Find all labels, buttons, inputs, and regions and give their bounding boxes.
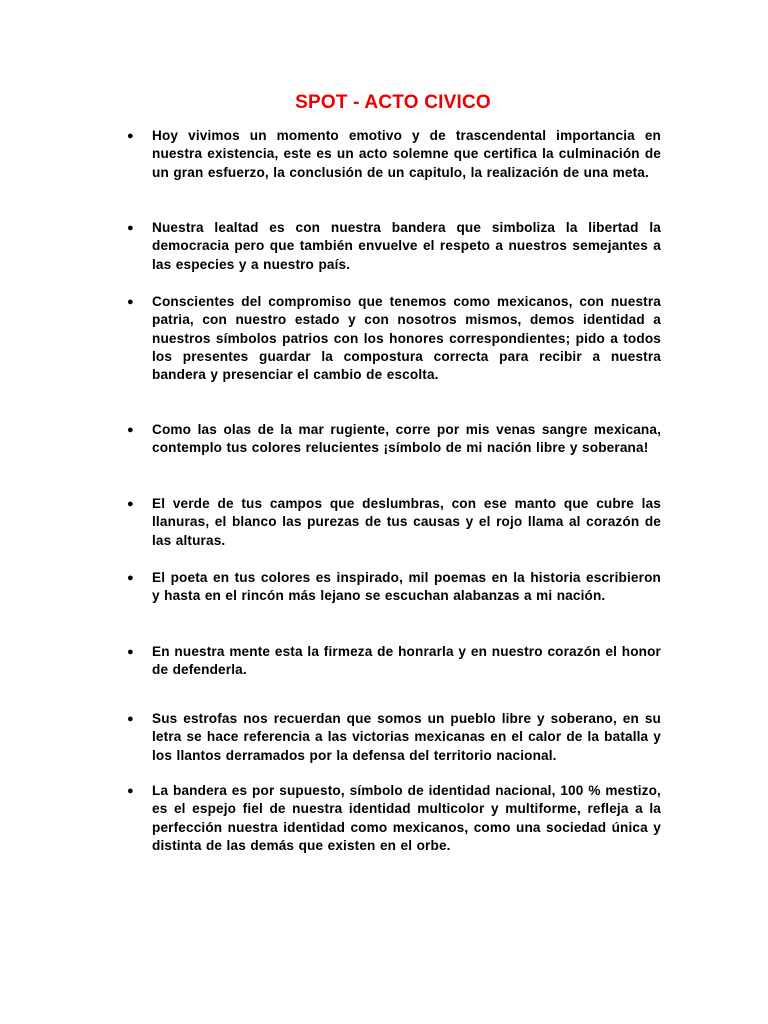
paragraph-text: Como las olas de la mar rugiente, corre por mis venas sangre mexicana, contemplo tus colores relucientes ¡símbolo de mi nación libre y soberana! bbox=[152, 422, 661, 456]
paragraph-text: El verde de tus campos que deslumbras, con ese manto que cubre las llanuras, el blanco las purezas de tus causas y el rojo llama al corazón de las alturas. bbox=[152, 496, 661, 548]
bullet-icon: ● bbox=[127, 296, 134, 308]
bullet-icon: ● bbox=[127, 130, 134, 142]
paragraph-text: Nuestra lealtad es con nuestra bandera que simboliza la libertad la democracia pero que también envuelve el respeto a nuestros semejantes a las especies y a nuestro país. bbox=[152, 220, 661, 272]
paragraph-text: Hoy vivimos un momento emotivo y de trascendental importancia en nuestra existencia, este es un acto solemne que certifica la culminación de un gran esfuerzo, la conclusión de un capitulo, la realización de una meta. bbox=[152, 128, 661, 180]
bullet-icon: ● bbox=[127, 222, 134, 234]
bullet-icon: ● bbox=[127, 785, 134, 797]
bullet-icon: ● bbox=[127, 498, 134, 510]
paragraph-text: La bandera es por supuesto, símbolo de identidad nacional, 100 % mestizo, es el espejo fiel de nuestra identidad multicolor y multiforme, refleja a la perfección nuestra identidad como mexicanos, como una sociedad única y distinta de las demás que existen en el orbe. bbox=[152, 783, 661, 853]
bullet-icon: ● bbox=[127, 424, 134, 436]
bullet-icon: ● bbox=[127, 572, 134, 584]
paragraph-text: Conscientes del compromiso que tenemos como mexicanos, con nuestra patria, con nuestro estado y con nosotros mismos, demos identidad a nuestros símbolos patrios con los honores correspondientes; pido a todos los presentes guardar la compostura correcta para recibir a nuestra bandera y presenciar el cambio de escolta. bbox=[152, 294, 661, 383]
paragraph-text: En nuestra mente esta la firmeza de honrarla y en nuestro corazón el honor de defenderla. bbox=[152, 644, 661, 678]
paragraph-text: Sus estrofas nos recuerdan que somos un pueblo libre y soberano, en su letra se hace referencia a las victorias mexicanas en el calor de la batalla y los llantos derramados por la defensa del territorio nacional. bbox=[152, 711, 661, 763]
bullet-icon: ● bbox=[127, 713, 134, 725]
page-title-text: SPOT - ACTO CIVICO bbox=[295, 92, 491, 113]
bullet-icon: ● bbox=[127, 646, 134, 658]
paragraph-text: El poeta en tus colores es inspirado, mil poemas en la historia escribieron y hasta en el rincón más lejano se escuchan alabanzas a mi nación. bbox=[152, 570, 661, 604]
